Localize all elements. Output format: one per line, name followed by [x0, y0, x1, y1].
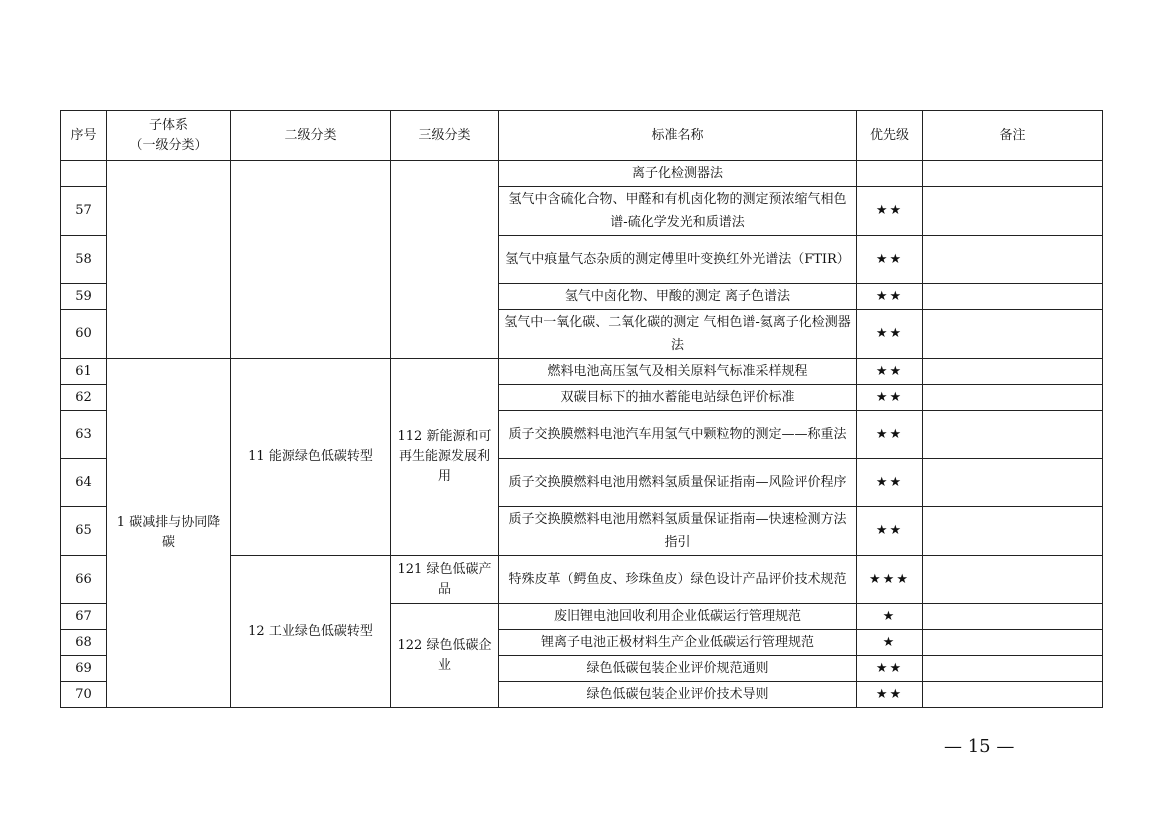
row-number — [61, 161, 107, 187]
standards-table — [60, 110, 1103, 708]
row-number: 60 — [61, 310, 107, 359]
priority-stars: ★★★ — [857, 556, 923, 604]
remark-cell — [923, 236, 1103, 284]
level3-cell: 112 新能源和可再生能源发展利用 — [391, 359, 499, 556]
header-level2: 二级分类 — [231, 111, 391, 161]
header-row — [61, 111, 1103, 161]
priority-stars: ★★ — [857, 187, 923, 236]
remark-cell — [923, 556, 1103, 604]
row-number: 64 — [61, 459, 107, 507]
table-row — [61, 161, 1103, 187]
remark-cell — [923, 161, 1103, 187]
row-number: 69 — [61, 656, 107, 682]
row-number: 57 — [61, 187, 107, 236]
remark-cell — [923, 507, 1103, 556]
header-subsystem-line2: （一级分类） — [129, 137, 208, 153]
remark-cell — [923, 682, 1103, 708]
remark-cell — [923, 284, 1103, 310]
remark-cell — [923, 656, 1103, 682]
priority-stars: ★★ — [857, 682, 923, 708]
priority-stars: ★ — [857, 630, 923, 656]
standard-name: 氢气中含硫化合物、甲醛和有机卤化物的测定预浓缩气相色谱-硫化学发光和质谱法 — [499, 187, 857, 236]
standard-name: 质子交换膜燃料电池用燃料氢质量保证指南—风险评价程序 — [499, 459, 857, 507]
priority-stars: ★★ — [857, 385, 923, 411]
header-level3: 三级分类 — [391, 111, 499, 161]
subsystem-cell: 1 碳减排与协同降碳 — [107, 359, 231, 708]
standard-name: 特殊皮革（鳄鱼皮、珍珠鱼皮）绿色设计产品评价技术规范 — [499, 556, 857, 604]
remark-cell — [923, 359, 1103, 385]
row-number: 67 — [61, 604, 107, 630]
priority-stars: ★★ — [857, 359, 923, 385]
standard-name: 废旧锂电池回收利用企业低碳运行管理规范 — [499, 604, 857, 630]
remark-cell — [923, 385, 1103, 411]
priority-stars: ★★ — [857, 284, 923, 310]
standard-name: 氢气中痕量气态杂质的测定傅里叶变换红外光谱法（FTIR） — [499, 236, 857, 284]
priority-stars: ★★ — [857, 656, 923, 682]
row-number: 70 — [61, 682, 107, 708]
page-number: — 15 — — [944, 736, 1015, 757]
standard-name: 质子交换膜燃料电池用燃料氢质量保证指南—快速检测方法指引 — [499, 507, 857, 556]
level3-cell-empty — [391, 161, 499, 359]
level2-cell: 12 工业绿色低碳转型 — [231, 556, 391, 708]
priority-stars: ★★ — [857, 459, 923, 507]
header-remark: 备注 — [923, 111, 1103, 161]
row-number: 63 — [61, 411, 107, 459]
standard-name: 绿色低碳包装企业评价技术导则 — [499, 682, 857, 708]
row-number: 59 — [61, 284, 107, 310]
remark-cell — [923, 630, 1103, 656]
row-number: 62 — [61, 385, 107, 411]
level2-cell-empty — [231, 161, 391, 359]
standard-name: 绿色低碳包装企业评价规范通则 — [499, 656, 857, 682]
standard-name: 质子交换膜燃料电池汽车用氢气中颗粒物的测定——称重法 — [499, 411, 857, 459]
standard-name: 离子化检测器法 — [499, 161, 857, 187]
row-number: 68 — [61, 630, 107, 656]
level3-cell: 122 绿色低碳企业 — [391, 604, 499, 708]
priority-stars: ★★ — [857, 310, 923, 359]
header-seq: 序号 — [61, 111, 107, 161]
priority-stars: ★ — [857, 604, 923, 630]
subsystem-cell-empty — [107, 161, 231, 359]
header-priority: 优先级 — [857, 111, 923, 161]
table-row — [61, 359, 1103, 385]
level3-cell: 121 绿色低碳产品 — [391, 556, 499, 604]
priority-stars — [857, 161, 923, 187]
remark-cell — [923, 310, 1103, 359]
standard-name: 燃料电池高压氢气及相关原料气标准采样规程 — [499, 359, 857, 385]
row-number: 65 — [61, 507, 107, 556]
standard-name: 双碳目标下的抽水蓄能电站绿色评价标准 — [499, 385, 857, 411]
header-name: 标准名称 — [499, 111, 857, 161]
priority-stars: ★★ — [857, 507, 923, 556]
level2-cell: 11 能源绿色低碳转型 — [231, 359, 391, 556]
header-subsystem-line1: 子体系 — [148, 117, 188, 133]
priority-stars: ★★ — [857, 236, 923, 284]
priority-stars: ★★ — [857, 411, 923, 459]
standard-name: 锂离子电池正极材料生产企业低碳运行管理规范 — [499, 630, 857, 656]
standard-name: 氢气中一氧化碳、二氧化碳的测定 气相色谱-氦离子化检测器法 — [499, 310, 857, 359]
row-number: 58 — [61, 236, 107, 284]
standard-name: 氢气中卤化物、甲酸的测定 离子色谱法 — [499, 284, 857, 310]
header-subsystem — [107, 111, 231, 161]
remark-cell — [923, 411, 1103, 459]
remark-cell — [923, 604, 1103, 630]
remark-cell — [923, 459, 1103, 507]
row-number: 66 — [61, 556, 107, 604]
remark-cell — [923, 187, 1103, 236]
row-number: 61 — [61, 359, 107, 385]
